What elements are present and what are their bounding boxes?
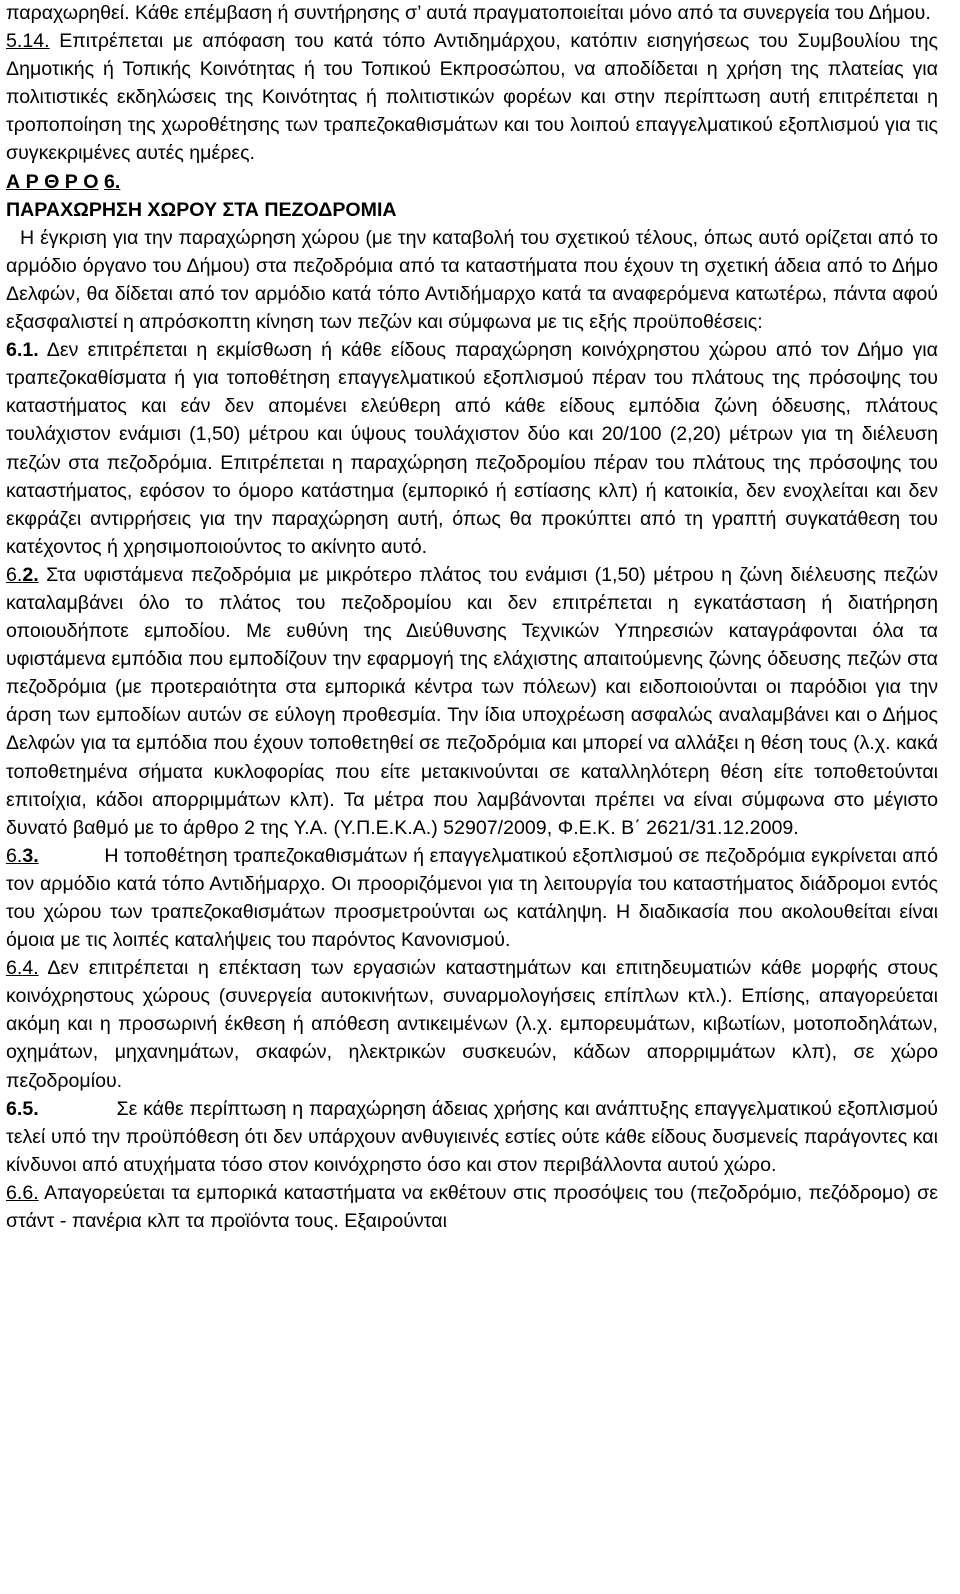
clause-text: Επιτρέπεται με απόφαση του κατά τόπο Αντιδημάρχου, κατόπιν εισηγήσεως του Συμβουλίου της Δημοτικής ή Τοπικής Κοινότητας ή του Τοπικού Εκπροσώπου, να αποδίδεται η χρήση της πλατείας για πολιτιστικές εκδηλώσεις της Κοινότητας ή πολιτιστικών φορέων και στην περίπτωση αυτή επιτρέπεται η τροποποίηση της χωροθέτησης των τραπεζοκαθισμάτων και του λοιπού επαγγελματικού εξοπλισμού για τις συγκεκριμένες αυτές ημέρες.	[6, 30, 939, 165]
article-intro-text: Η έγκριση για την παραχώρηση χώρου (με την καταβολή του σχετικού τέλους, όπως αυτό ορίζεται από το αρμόδιο όργανο του Δήμου) στα πεζοδρόμια από τα καταστήματα που έχουν τη σχετική άδεια από το Δήμο Δελφών, θα δίδεται από τον αρμόδιο κατά τόπο Αντιδήμαρχο κατά τα αναφερόμενα κατωτέρω, πάντα αφού εξασφαλιστεί η απρόσκοπτη κίνηση των πεζών και σύμφωνα με τις εξής προϋποθέσεις:	[6, 226, 938, 334]
clause-text: Στα υφιστάμενα πεζοδρόμια με μικρότερο πλάτος του ενάμισι (1,50) μέτρου η ζώνη διέλευσης πεζών καταλαμβάνει όλο το πλάτος του πεζοδρομίου και δεν επιτρέπεται η εγκατάσταση ή διατήρηση οποιουδήποτε εμποδίου. Με ευθύνη της Διεύθυνσης Τεχνικών Υπηρεσιών καταγράφονται όλα τα υφιστάμενα εμπόδια που εμποδίζουν την εφαρμογή της ελάχιστης απαιτούμενης ζώνης όδευσης πεζών στα πεζοδρόμια (με προτεραιότητα στα εμπορικά κέντρα των πόλεων) και ειδοποιούνται οι παρόδιοι για την άρση των εμποδίων αυτών σε εύλογη προθεσμία. Την ίδια υποχρέωση ασφαλώς αναλαμβάνει και ο Δήμος Δελφών για τα εμπόδια που έχουν τοποθετηθεί σε πεζοδρόμια και μπορεί να αλλάξει η θέση τους (λ.χ. κακά τοποθετημένα σήματα κυκλοφορίας που είτε μετακινούνται σε καταλληλότερη θέση είτε τοποθετούνται επιτοίχια, κάδοι απορριμμάτων κλπ). Τα μέτρα που λαμβάνονται πρέπει να είναι σύμφωνα στο μέγιστο δυνατό βαθμό με το άρθρο 2 της Υ.Α. (Υ.Π.Ε.Κ.Α.) 52907/2009, Φ.Ε.Κ. Β΄ 2621/31.12.2009.	[6, 563, 938, 839]
article-title	[6, 196, 938, 224]
clause-number: 5.14.	[6, 30, 50, 53]
intro-continuation	[6, 0, 938, 27]
clause-5-14	[6, 27, 938, 167]
clause-6-1	[6, 336, 938, 561]
clause-text: Δεν επιτρέπεται η επέκταση των εργασιών καταστημάτων και επιτηδευματιών κάθε μορφής στους κοινόχρηστους χώρους (συνεργεία αυτοκινήτων, συναρμολογήσεις επίπλων κτλ.). Επίσης, απαγορεύεται ακόμη και η προσωρινή έκθεση ή απόθεση αντικειμένων (λ.χ. εμπορευμάτων, κιβωτίων, μοτοποδηλάτων, οχημάτων, μηχανημάτων, σκαφών, ηλεκτρικών συσκευών, κάδων απορριμμάτων κλπ), σε χώρο πεζοδρομίου.	[6, 957, 938, 1092]
clause-number-prefix: 6.	[6, 1181, 23, 1204]
clause-6-5	[6, 1095, 938, 1179]
clause-number-suffix: 4.	[22, 957, 39, 980]
article-intro	[6, 224, 938, 336]
clause-number-suffix: 6.	[22, 1181, 39, 1204]
document-page	[6, 0, 938, 1235]
clause-number: 6.1.	[6, 339, 39, 362]
clause-number-prefix: 6.	[6, 957, 23, 980]
clause-number-prefix: 6.	[6, 844, 23, 867]
clause-text: Δεν επιτρέπεται η εκμίσθωση ή κάθε είδους παραχώρηση κοινόχρηστου χώρου από τον Δήμο για τραπεζοκαθίσματα ή για τοποθέτηση επαγγελματικού εξοπλισμού πέραν του πλάτους της πρόσοψης του καταστήματος και εάν δεν απομένει ελεύθερη από κάθε είδους εμπόδια ζώνη όδευσης, πλάτους τουλάχιστον ενάμισι (1,50) μέτρου και ύψους τουλάχιστον δύο και 20/100 (2,20) μέτρων για τη διέλευση πεζών στα πεζοδρόμια. Επιτρέπεται η παραχώρηση πεζοδρομίου πέραν του πλάτους της πρόσοψης του καταστήματος, εφόσον το όμορο κατάστημα (εμπορικό ή εστίασης κλπ) ή κατοικία, δεν ενοχλείται και δεν εκφράζει αντιρρήσεις για την παραχώρηση αυτή, όπως θα προκύπτει από τη γραπτή συγκατάθεση του κατέχοντος ή χρησιμοποιούντος το ακίνητο αυτό.	[6, 339, 938, 558]
clause-text: Η τοποθέτηση τραπεζοκαθισμάτων ή επαγγελματικού εξοπλισμού σε πεζοδρόμια εγκρίνεται από τον αρμόδιο κατά τόπο Αντιδήμαρχο. Οι προοριζόμενοι για τη λειτουργία του καταστήματος διάδρομοι εντός του χώρου των τραπεζοκαθισμάτων προσμετρούνται ως κατάληψη. Η διαδικασία που ακολουθείται είναι όμοια με τις λοιπές καταλήψεις του παρόντος Κανονισμού.	[6, 844, 938, 952]
clause-number-suffix: 2.	[22, 563, 39, 586]
article-title-text: ΠΑΡΑΧΩΡΗΣΗ ΧΩΡΟΥ ΣΤΑ ΠΕΖΟΔΡΟΜΙΑ	[6, 198, 397, 221]
clause-6-2	[6, 561, 938, 842]
clause-6-4	[6, 954, 938, 1094]
clause-number: 6.5.	[6, 1097, 39, 1120]
clause-text: Σε κάθε περίπτωση η παραχώρηση άδειας χρήσης και ανάπτυξης επαγγελματικού εξοπλισμού τελεί υπό την προϋπόθεση ότι δεν υπάρχουν ανθυγιεινές εστίες ούτε κάθε είδους δυσμενείς παράγοντες και κίνδυνοι από ατυχήματα τόσο στον κοινόχρηστο όσο και στον περιβάλλοντα αυτού χώρο.	[6, 1097, 938, 1176]
clause-text: Απαγορεύεται τα εμπορικά καταστήματα να εκθέτουν στις προσόψεις του (πεζοδρόμιο, πεζόδρομο) σε στάντ - πανέρια κλπ τα προϊόντα τους. Εξαιρούνται	[6, 1181, 938, 1233]
article-heading	[6, 168, 938, 196]
article-number: 6.	[104, 170, 121, 193]
clause-number-suffix: 3.	[22, 844, 39, 867]
intro-text: παραχωρηθεί. Κάθε επέμβαση ή συντήρησης σ’ αυτά πραγματοποιείται μόνο από τα συνεργεία του Δήμου.	[6, 2, 931, 24]
clause-6-3	[6, 842, 938, 954]
clause-number-prefix: 6.	[6, 563, 23, 586]
article-label: Α Ρ Θ Ρ Ο	[6, 170, 99, 193]
clause-6-6	[6, 1179, 938, 1235]
